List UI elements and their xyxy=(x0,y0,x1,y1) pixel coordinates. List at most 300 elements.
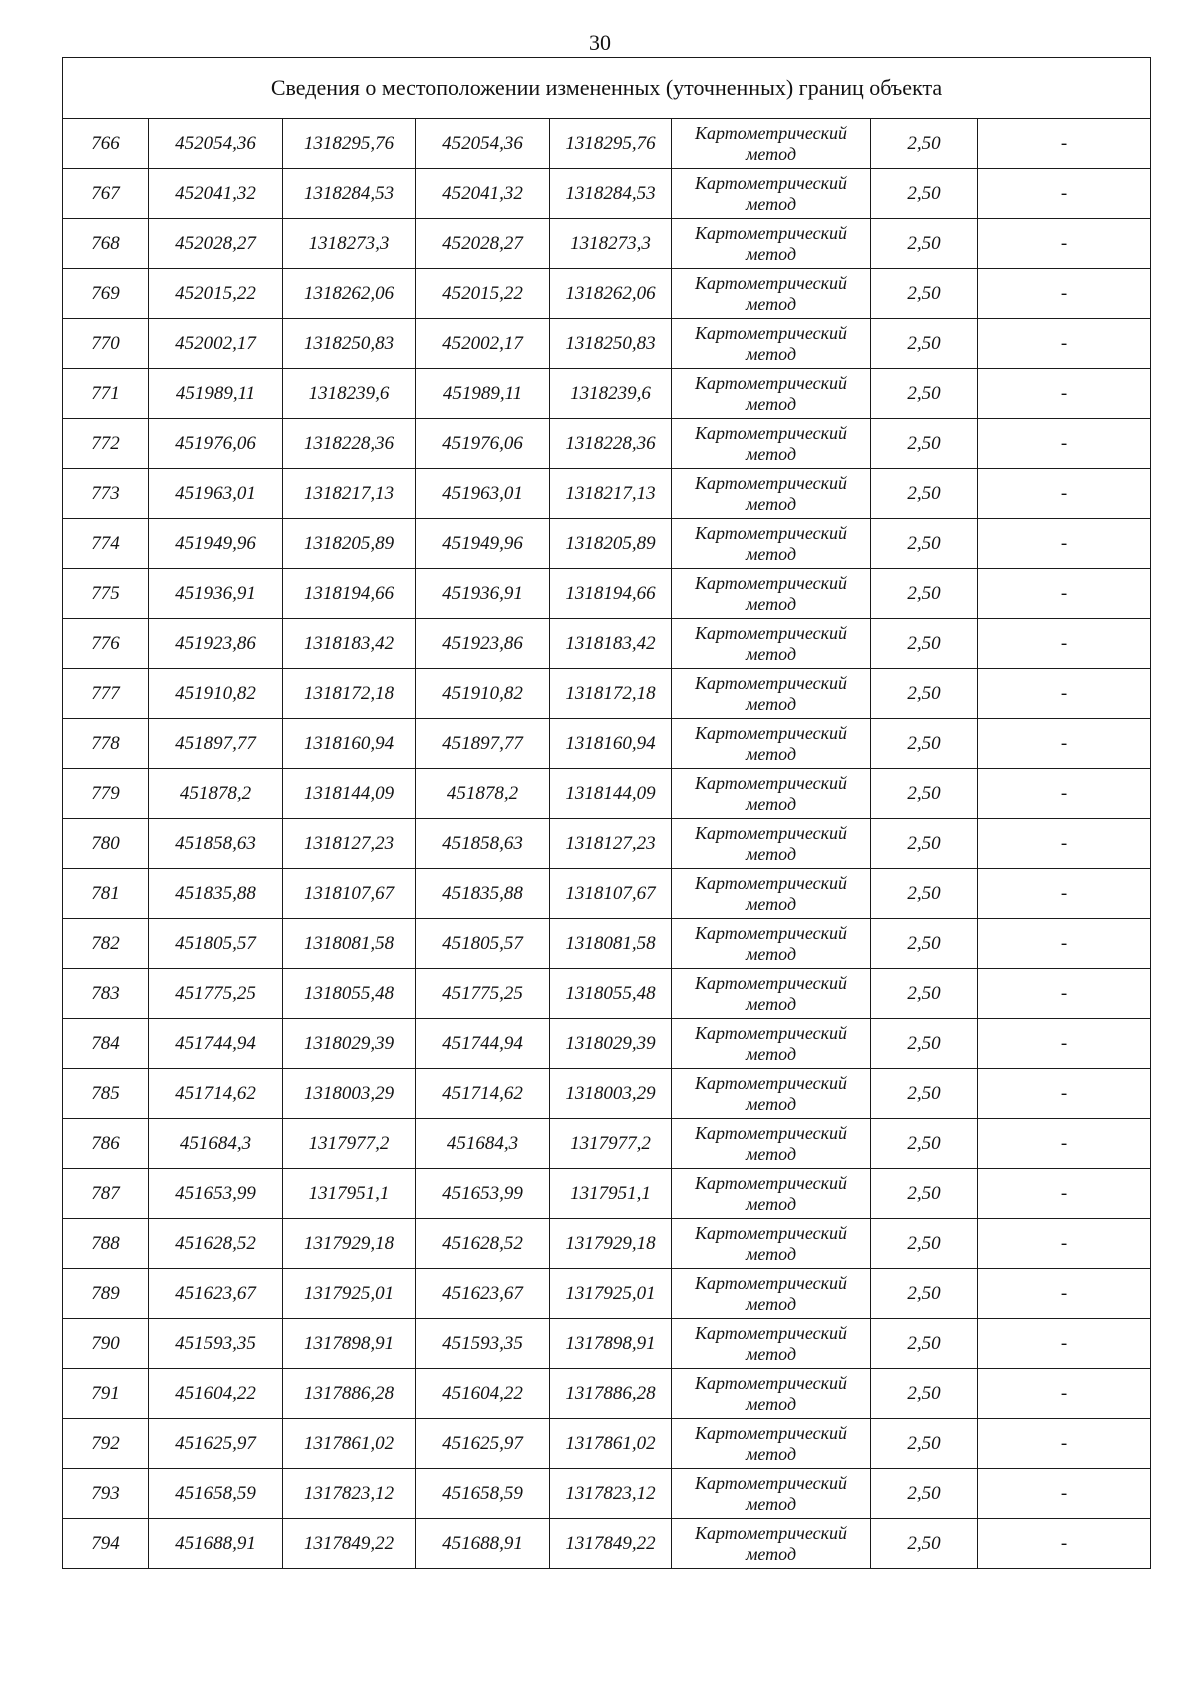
method-line-2: метод xyxy=(745,343,797,364)
existing-y-cell: 1318081,58 xyxy=(283,919,416,969)
accuracy-cell: 2,50 xyxy=(871,819,978,869)
point-number-cell: 778 xyxy=(63,719,149,769)
method-cell xyxy=(672,569,871,619)
method-cell xyxy=(672,869,871,919)
existing-y-cell: 1318228,36 xyxy=(283,419,416,469)
note-cell: - xyxy=(978,1019,1151,1069)
method-cell xyxy=(672,719,871,769)
existing-y-cell: 1318284,53 xyxy=(283,169,416,219)
point-number-cell: 769 xyxy=(63,269,149,319)
point-number-cell: 782 xyxy=(63,919,149,969)
refined-x-cell: 451805,57 xyxy=(416,919,550,969)
existing-x-cell: 451684,3 xyxy=(149,1119,283,1169)
existing-x-cell: 451688,91 xyxy=(149,1519,283,1569)
method-cell xyxy=(672,1069,871,1119)
table-title: Сведения о местоположении измененных (уточненных) границ объекта xyxy=(63,58,1151,119)
accuracy-cell: 2,50 xyxy=(871,1519,978,1569)
point-number-cell: 792 xyxy=(63,1419,149,1469)
existing-x-cell: 451835,88 xyxy=(149,869,283,919)
refined-x-cell: 451910,82 xyxy=(416,669,550,719)
refined-y-cell: 1318172,18 xyxy=(550,669,672,719)
method-line-2: метод xyxy=(745,693,797,714)
point-number-cell: 785 xyxy=(63,1069,149,1119)
accuracy-cell: 2,50 xyxy=(871,1419,978,1469)
point-number-cell: 789 xyxy=(63,1269,149,1319)
table-row xyxy=(63,1369,1151,1419)
note-cell: - xyxy=(978,869,1151,919)
refined-y-cell: 1317886,28 xyxy=(550,1369,672,1419)
existing-y-cell: 1318107,67 xyxy=(283,869,416,919)
method-line-2: метод xyxy=(745,993,797,1014)
refined-y-cell: 1318284,53 xyxy=(550,169,672,219)
accuracy-cell: 2,50 xyxy=(871,619,978,669)
accuracy-cell: 2,50 xyxy=(871,569,978,619)
refined-y-cell: 1318127,23 xyxy=(550,819,672,869)
method-line-1: Картометрический xyxy=(694,172,847,193)
note-cell: - xyxy=(978,1469,1151,1519)
note-cell: - xyxy=(978,819,1151,869)
table-row xyxy=(63,819,1151,869)
accuracy-cell: 2,50 xyxy=(871,719,978,769)
table-row xyxy=(63,369,1151,419)
method-cell xyxy=(672,519,871,569)
table-row xyxy=(63,569,1151,619)
accuracy-cell: 2,50 xyxy=(871,319,978,369)
accuracy-cell: 2,50 xyxy=(871,1219,978,1269)
point-number-cell: 772 xyxy=(63,419,149,469)
method-line-2: метод xyxy=(745,293,797,314)
refined-y-cell: 1317977,2 xyxy=(550,1119,672,1169)
existing-y-cell: 1317925,01 xyxy=(283,1269,416,1319)
existing-y-cell: 1318262,06 xyxy=(283,269,416,319)
method-cell xyxy=(672,1319,871,1369)
method-cell xyxy=(672,769,871,819)
refined-x-cell: 451714,62 xyxy=(416,1069,550,1119)
point-number-cell: 790 xyxy=(63,1319,149,1369)
method-cell xyxy=(672,219,871,269)
table-row xyxy=(63,1169,1151,1219)
refined-x-cell: 451744,94 xyxy=(416,1019,550,1069)
table-row xyxy=(63,319,1151,369)
accuracy-cell: 2,50 xyxy=(871,1369,978,1419)
method-line-1: Картометрический xyxy=(694,1022,847,1043)
accuracy-cell: 2,50 xyxy=(871,1119,978,1169)
refined-y-cell: 1318160,94 xyxy=(550,719,672,769)
refined-y-cell: 1318250,83 xyxy=(550,319,672,369)
method-line-2: метод xyxy=(745,1143,797,1164)
method-line-2: метод xyxy=(745,1493,797,1514)
method-line-1: Картометрический xyxy=(694,422,847,443)
refined-x-cell: 451835,88 xyxy=(416,869,550,919)
refined-x-cell: 451858,63 xyxy=(416,819,550,869)
note-cell: - xyxy=(978,619,1151,669)
existing-x-cell: 451858,63 xyxy=(149,819,283,869)
existing-x-cell: 451910,82 xyxy=(149,669,283,719)
existing-x-cell: 452015,22 xyxy=(149,269,283,319)
table-row xyxy=(63,869,1151,919)
point-number-cell: 780 xyxy=(63,819,149,869)
method-cell xyxy=(672,1219,871,1269)
refined-x-cell: 451604,22 xyxy=(416,1369,550,1419)
existing-y-cell: 1318194,66 xyxy=(283,569,416,619)
existing-x-cell: 451976,06 xyxy=(149,419,283,469)
method-line-2: метод xyxy=(745,1093,797,1114)
accuracy-cell: 2,50 xyxy=(871,869,978,919)
method-line-2: метод xyxy=(745,1043,797,1064)
method-line-1: Картометрический xyxy=(694,872,847,893)
note-cell: - xyxy=(978,269,1151,319)
existing-x-cell: 451714,62 xyxy=(149,1069,283,1119)
refined-y-cell: 1317951,1 xyxy=(550,1169,672,1219)
method-line-2: метод xyxy=(745,943,797,964)
method-line-1: Картометрический xyxy=(694,1122,847,1143)
table-row xyxy=(63,1269,1151,1319)
refined-x-cell: 451897,77 xyxy=(416,719,550,769)
note-cell: - xyxy=(978,969,1151,1019)
refined-x-cell: 451923,86 xyxy=(416,619,550,669)
existing-x-cell: 451593,35 xyxy=(149,1319,283,1369)
table-row xyxy=(63,919,1151,969)
table-row xyxy=(63,1319,1151,1369)
point-number-cell: 783 xyxy=(63,969,149,1019)
refined-y-cell: 1318183,42 xyxy=(550,619,672,669)
method-line-2: метод xyxy=(745,843,797,864)
method-line-2: метод xyxy=(745,1443,797,1464)
refined-x-cell: 451625,97 xyxy=(416,1419,550,1469)
refined-x-cell: 452041,32 xyxy=(416,169,550,219)
method-line-2: метод xyxy=(745,793,797,814)
refined-y-cell: 1317898,91 xyxy=(550,1319,672,1369)
note-cell: - xyxy=(978,419,1151,469)
method-line-2: метод xyxy=(745,1243,797,1264)
refined-y-cell: 1318107,67 xyxy=(550,869,672,919)
table-row xyxy=(63,269,1151,319)
note-cell: - xyxy=(978,119,1151,169)
table-row xyxy=(63,669,1151,719)
existing-y-cell: 1318217,13 xyxy=(283,469,416,519)
refined-x-cell: 451688,91 xyxy=(416,1519,550,1569)
note-cell: - xyxy=(978,919,1151,969)
existing-y-cell: 1318250,83 xyxy=(283,319,416,369)
existing-x-cell: 452041,32 xyxy=(149,169,283,219)
note-cell: - xyxy=(978,1169,1151,1219)
method-cell xyxy=(672,119,871,169)
existing-y-cell: 1318160,94 xyxy=(283,719,416,769)
note-cell: - xyxy=(978,1319,1151,1369)
method-cell xyxy=(672,1469,871,1519)
refined-x-cell: 452028,27 xyxy=(416,219,550,269)
note-cell: - xyxy=(978,1269,1151,1319)
existing-x-cell: 451658,59 xyxy=(149,1469,283,1519)
accuracy-cell: 2,50 xyxy=(871,1469,978,1519)
table-row xyxy=(63,1219,1151,1269)
refined-y-cell: 1318239,6 xyxy=(550,369,672,419)
table-row xyxy=(63,719,1151,769)
method-line-1: Картометрический xyxy=(694,472,847,493)
refined-y-cell: 1317925,01 xyxy=(550,1269,672,1319)
method-line-1: Картометрический xyxy=(694,1072,847,1093)
existing-x-cell: 452002,17 xyxy=(149,319,283,369)
method-line-1: Картометрический xyxy=(694,722,847,743)
accuracy-cell: 2,50 xyxy=(871,519,978,569)
existing-y-cell: 1318183,42 xyxy=(283,619,416,669)
refined-y-cell: 1317929,18 xyxy=(550,1219,672,1269)
method-line-1: Картометрический xyxy=(694,972,847,993)
method-cell xyxy=(672,1519,871,1569)
table-row xyxy=(63,469,1151,519)
table-row xyxy=(63,419,1151,469)
refined-x-cell: 451976,06 xyxy=(416,419,550,469)
point-number-cell: 793 xyxy=(63,1469,149,1519)
refined-y-cell: 1318194,66 xyxy=(550,569,672,619)
table-row xyxy=(63,1519,1151,1569)
point-number-cell: 770 xyxy=(63,319,149,369)
method-line-1: Картометрический xyxy=(694,622,847,643)
refined-y-cell: 1318144,09 xyxy=(550,769,672,819)
existing-x-cell: 451604,22 xyxy=(149,1369,283,1419)
existing-x-cell: 451949,96 xyxy=(149,519,283,569)
existing-y-cell: 1317898,91 xyxy=(283,1319,416,1369)
accuracy-cell: 2,50 xyxy=(871,269,978,319)
method-line-1: Картометрический xyxy=(694,1322,847,1343)
refined-y-cell: 1318217,13 xyxy=(550,469,672,519)
note-cell: - xyxy=(978,169,1151,219)
method-line-1: Картометрический xyxy=(694,672,847,693)
point-number-cell: 788 xyxy=(63,1219,149,1269)
method-line-2: метод xyxy=(745,1543,797,1564)
method-line-1: Картометрический xyxy=(694,272,847,293)
table-row xyxy=(63,1019,1151,1069)
existing-y-cell: 1317951,1 xyxy=(283,1169,416,1219)
method-line-2: метод xyxy=(745,493,797,514)
table-row xyxy=(63,119,1151,169)
note-cell: - xyxy=(978,1369,1151,1419)
refined-x-cell: 451593,35 xyxy=(416,1319,550,1369)
point-number-cell: 773 xyxy=(63,469,149,519)
method-cell xyxy=(672,369,871,419)
accuracy-cell: 2,50 xyxy=(871,169,978,219)
method-cell xyxy=(672,969,871,1019)
existing-x-cell: 451628,52 xyxy=(149,1219,283,1269)
accuracy-cell: 2,50 xyxy=(871,769,978,819)
accuracy-cell: 2,50 xyxy=(871,119,978,169)
accuracy-cell: 2,50 xyxy=(871,369,978,419)
accuracy-cell: 2,50 xyxy=(871,969,978,1019)
existing-x-cell: 451878,2 xyxy=(149,769,283,819)
existing-y-cell: 1318172,18 xyxy=(283,669,416,719)
method-line-1: Картометрический xyxy=(694,1222,847,1243)
method-line-1: Картометрический xyxy=(694,122,847,143)
accuracy-cell: 2,50 xyxy=(871,1169,978,1219)
accuracy-cell: 2,50 xyxy=(871,1269,978,1319)
method-line-1: Картометрический xyxy=(694,1522,847,1543)
refined-x-cell: 451963,01 xyxy=(416,469,550,519)
refined-y-cell: 1318029,39 xyxy=(550,1019,672,1069)
note-cell: - xyxy=(978,669,1151,719)
point-number-cell: 768 xyxy=(63,219,149,269)
existing-y-cell: 1318055,48 xyxy=(283,969,416,1019)
accuracy-cell: 2,50 xyxy=(871,419,978,469)
method-cell xyxy=(672,1019,871,1069)
refined-y-cell: 1317861,02 xyxy=(550,1419,672,1469)
note-cell: - xyxy=(978,1219,1151,1269)
method-line-2: метод xyxy=(745,1393,797,1414)
existing-y-cell: 1318273,3 xyxy=(283,219,416,269)
table-row xyxy=(63,619,1151,669)
method-cell xyxy=(672,269,871,319)
note-cell: - xyxy=(978,469,1151,519)
accuracy-cell: 2,50 xyxy=(871,669,978,719)
note-cell: - xyxy=(978,1519,1151,1569)
existing-x-cell: 451623,67 xyxy=(149,1269,283,1319)
existing-y-cell: 1317861,02 xyxy=(283,1419,416,1469)
method-cell xyxy=(672,1269,871,1319)
point-number-cell: 781 xyxy=(63,869,149,919)
point-number-cell: 775 xyxy=(63,569,149,619)
method-cell xyxy=(672,319,871,369)
method-line-1: Картометрический xyxy=(694,822,847,843)
method-line-1: Картометрический xyxy=(694,1422,847,1443)
point-number-cell: 787 xyxy=(63,1169,149,1219)
refined-x-cell: 451658,59 xyxy=(416,1469,550,1519)
accuracy-cell: 2,50 xyxy=(871,469,978,519)
table-title-row xyxy=(63,58,1151,119)
table-row xyxy=(63,519,1151,569)
existing-y-cell: 1318239,6 xyxy=(283,369,416,419)
method-line-2: метод xyxy=(745,893,797,914)
method-line-2: метод xyxy=(745,643,797,664)
existing-y-cell: 1317849,22 xyxy=(283,1519,416,1569)
method-line-1: Картометрический xyxy=(694,322,847,343)
existing-x-cell: 451744,94 xyxy=(149,1019,283,1069)
existing-x-cell: 451805,57 xyxy=(149,919,283,969)
refined-x-cell: 451628,52 xyxy=(416,1219,550,1269)
point-number-cell: 771 xyxy=(63,369,149,419)
boundary-coordinates-table xyxy=(62,57,1151,1569)
existing-x-cell: 451625,97 xyxy=(149,1419,283,1469)
refined-x-cell: 452054,36 xyxy=(416,119,550,169)
note-cell: - xyxy=(978,519,1151,569)
method-line-1: Картометрический xyxy=(694,922,847,943)
refined-x-cell: 451775,25 xyxy=(416,969,550,1019)
method-cell xyxy=(672,469,871,519)
method-line-2: метод xyxy=(745,393,797,414)
point-number-cell: 774 xyxy=(63,519,149,569)
method-line-2: метод xyxy=(745,743,797,764)
method-cell xyxy=(672,1369,871,1419)
method-cell xyxy=(672,1169,871,1219)
method-line-1: Картометрический xyxy=(694,1372,847,1393)
table-row xyxy=(63,1119,1151,1169)
existing-y-cell: 1318205,89 xyxy=(283,519,416,569)
existing-y-cell: 1317823,12 xyxy=(283,1469,416,1519)
method-line-1: Картометрический xyxy=(694,522,847,543)
refined-y-cell: 1318081,58 xyxy=(550,919,672,969)
existing-x-cell: 451897,77 xyxy=(149,719,283,769)
point-number-cell: 767 xyxy=(63,169,149,219)
note-cell: - xyxy=(978,1119,1151,1169)
note-cell: - xyxy=(978,719,1151,769)
refined-x-cell: 451623,67 xyxy=(416,1269,550,1319)
point-number-cell: 784 xyxy=(63,1019,149,1069)
method-line-1: Картометрический xyxy=(694,1472,847,1493)
refined-x-cell: 451949,96 xyxy=(416,519,550,569)
refined-y-cell: 1318055,48 xyxy=(550,969,672,1019)
existing-y-cell: 1318144,09 xyxy=(283,769,416,819)
existing-x-cell: 451923,86 xyxy=(149,619,283,669)
method-line-1: Картометрический xyxy=(694,1272,847,1293)
existing-y-cell: 1318003,29 xyxy=(283,1069,416,1119)
accuracy-cell: 2,50 xyxy=(871,1069,978,1119)
note-cell: - xyxy=(978,319,1151,369)
accuracy-cell: 2,50 xyxy=(871,1319,978,1369)
note-cell: - xyxy=(978,769,1151,819)
method-cell xyxy=(672,669,871,719)
method-line-1: Картометрический xyxy=(694,1172,847,1193)
existing-x-cell: 452028,27 xyxy=(149,219,283,269)
existing-x-cell: 451775,25 xyxy=(149,969,283,1019)
method-line-2: метод xyxy=(745,443,797,464)
method-line-1: Картометрический xyxy=(694,222,847,243)
table-row xyxy=(63,1069,1151,1119)
existing-x-cell: 451989,11 xyxy=(149,369,283,419)
existing-x-cell: 451936,91 xyxy=(149,569,283,619)
method-cell xyxy=(672,1419,871,1469)
point-number-cell: 766 xyxy=(63,119,149,169)
method-line-1: Картометрический xyxy=(694,772,847,793)
existing-y-cell: 1318127,23 xyxy=(283,819,416,869)
existing-x-cell: 451653,99 xyxy=(149,1169,283,1219)
accuracy-cell: 2,50 xyxy=(871,919,978,969)
method-line-2: метод xyxy=(745,543,797,564)
refined-x-cell: 451989,11 xyxy=(416,369,550,419)
accuracy-cell: 2,50 xyxy=(871,219,978,269)
method-line-2: метод xyxy=(745,243,797,264)
method-cell xyxy=(672,419,871,469)
page-number: 30 xyxy=(589,30,611,55)
method-cell xyxy=(672,819,871,869)
method-line-1: Картометрический xyxy=(694,372,847,393)
refined-y-cell: 1318003,29 xyxy=(550,1069,672,1119)
method-line-2: метод xyxy=(745,193,797,214)
existing-y-cell: 1318295,76 xyxy=(283,119,416,169)
refined-x-cell: 451653,99 xyxy=(416,1169,550,1219)
point-number-cell: 794 xyxy=(63,1519,149,1569)
table-row xyxy=(63,1419,1151,1469)
table-row xyxy=(63,219,1151,269)
note-cell: - xyxy=(978,1069,1151,1119)
table-row xyxy=(63,1469,1151,1519)
method-cell xyxy=(672,919,871,969)
method-line-2: метод xyxy=(745,593,797,614)
accuracy-cell: 2,50 xyxy=(871,1019,978,1069)
existing-x-cell: 452054,36 xyxy=(149,119,283,169)
refined-y-cell: 1317823,12 xyxy=(550,1469,672,1519)
method-line-2: метод xyxy=(745,143,797,164)
method-line-2: метод xyxy=(745,1293,797,1314)
point-number-cell: 776 xyxy=(63,619,149,669)
note-cell: - xyxy=(978,219,1151,269)
refined-y-cell: 1318205,89 xyxy=(550,519,672,569)
method-line-2: метод xyxy=(745,1343,797,1364)
refined-x-cell: 451936,91 xyxy=(416,569,550,619)
existing-y-cell: 1317886,28 xyxy=(283,1369,416,1419)
refined-y-cell: 1318295,76 xyxy=(550,119,672,169)
point-number-cell: 791 xyxy=(63,1369,149,1419)
table-row xyxy=(63,969,1151,1019)
point-number-cell: 786 xyxy=(63,1119,149,1169)
refined-y-cell: 1318273,3 xyxy=(550,219,672,269)
